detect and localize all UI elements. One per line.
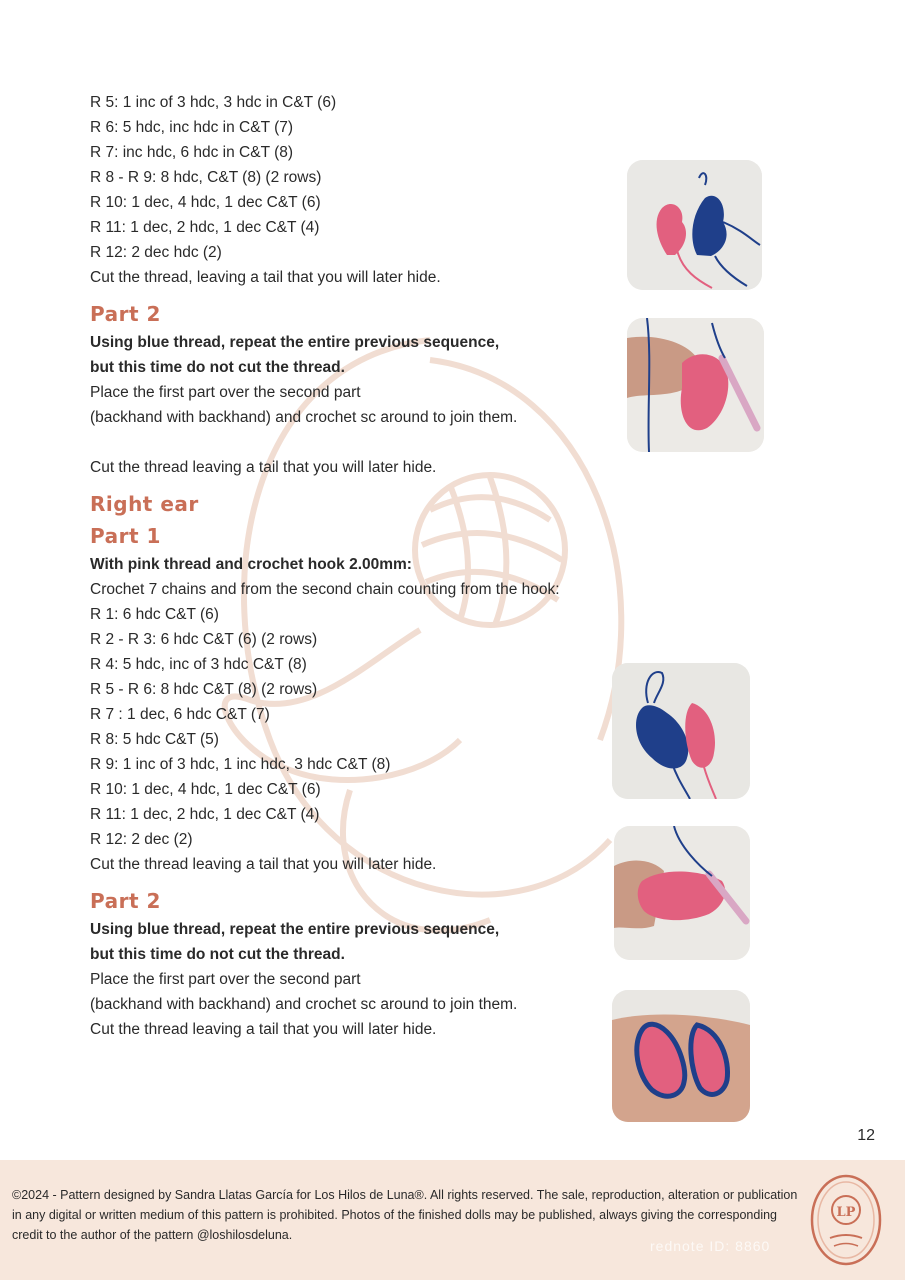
- instruction-bold: but this time do not cut the thread.: [90, 946, 345, 963]
- instruction-row: R 2 - R 3: 6 hdc C&T (6) (2 rows): [90, 631, 318, 648]
- instruction-row: Cut the thread, leaving a tail that you will later hide.: [90, 269, 441, 286]
- instruction-bold: but this time do not cut the thread.: [90, 359, 345, 376]
- instruction-row: R 1: 6 hdc C&T (6): [90, 606, 219, 623]
- brand-logo-icon: [808, 1172, 884, 1268]
- logo-initials: LP: [836, 1205, 856, 1220]
- instruction-row: R 7 : 1 dec, 6 hdc C&T (7): [90, 706, 270, 723]
- instruction-row: Crochet 7 chains and from the second chain counting from the hook:: [90, 581, 560, 598]
- part2-heading: Part 2: [90, 889, 161, 913]
- part2-heading: Part 2: [90, 302, 161, 326]
- part1-heading: Part 1: [90, 524, 161, 548]
- photo-ear-pieces-right: [612, 663, 750, 799]
- instruction-row: R 12: 2 dec hdc (2): [90, 244, 222, 261]
- instruction-row: R 5: 1 inc of 3 hdc, 3 hdc in C&T (6): [90, 94, 337, 111]
- page-number: 12: [857, 1127, 875, 1144]
- copyright-notice: ©2024 - Pattern designed by Sandra Llatas García for Los Hilos de Luna®. All rights reserved. The sale, reproduction, alteration or publication in any digital or written medium of this pattern is prohibited. Photos of the finished dolls may be published, always giving the corresponding credit to the author of the pattern @loshilosdeluna.: [12, 1188, 798, 1242]
- instruction-row: R 11: 1 dec, 2 hdc, 1 dec C&T (4): [90, 806, 320, 823]
- instruction-bold: Using blue thread, repeat the entire previous sequence,: [90, 334, 500, 351]
- instruction-row: R 8 - R 9: 8 hdc, C&T (8) (2 rows): [90, 169, 322, 186]
- instruction-row: R 10: 1 dec, 4 hdc, 1 dec C&T (6): [90, 194, 321, 211]
- instruction-row: R 11: 1 dec, 2 hdc, 1 dec C&T (4): [90, 219, 320, 236]
- instruction-bold: With pink thread and crochet hook 2.00mm:: [90, 556, 412, 573]
- instruction-row: R 10: 1 dec, 4 hdc, 1 dec C&T (6): [90, 781, 321, 798]
- right-ear-heading: Right ear: [90, 492, 199, 516]
- photo-ear-pieces-left: [627, 160, 762, 290]
- instruction-row: (backhand with backhand) and crochet sc around to join them.: [90, 409, 518, 426]
- instruction-row: R 9: 1 inc of 3 hdc, 1 inc hdc, 3 hdc C&T (8): [90, 756, 391, 773]
- pattern-instructions: [90, 90, 650, 1042]
- photo-joining-left: [627, 318, 764, 452]
- instruction-bold: Using blue thread, repeat the entire previous sequence,: [90, 921, 500, 938]
- instruction-row: R 4: 5 hdc, inc of 3 hdc C&T (8): [90, 656, 307, 673]
- instruction-row: R 5 - R 6: 8 hdc C&T (8) (2 rows): [90, 681, 318, 698]
- rednote-watermark: rednote ID: 8860: [650, 1238, 771, 1254]
- photo-finished-ear: [612, 990, 750, 1122]
- photo-joining-right: [614, 826, 750, 960]
- instruction-row: Place the first part over the second part: [90, 384, 361, 401]
- instruction-row: (backhand with backhand) and crochet sc around to join them.: [90, 996, 518, 1013]
- instruction-row: R 7: inc hdc, 6 hdc in C&T (8): [90, 144, 294, 161]
- instruction-row: Cut the thread leaving a tail that you will later hide.: [90, 459, 437, 476]
- instruction-row: R 6: 5 hdc, inc hdc in C&T (7): [90, 119, 294, 136]
- instruction-row: R 12: 2 dec (2): [90, 831, 193, 848]
- instruction-row: R 8: 5 hdc C&T (5): [90, 731, 219, 748]
- instruction-row: Place the first part over the second part: [90, 971, 361, 988]
- instruction-row: Cut the thread leaving a tail that you will later hide.: [90, 1021, 437, 1038]
- footer: [0, 1160, 905, 1280]
- instruction-row: Cut the thread leaving a tail that you will later hide.: [90, 856, 437, 873]
